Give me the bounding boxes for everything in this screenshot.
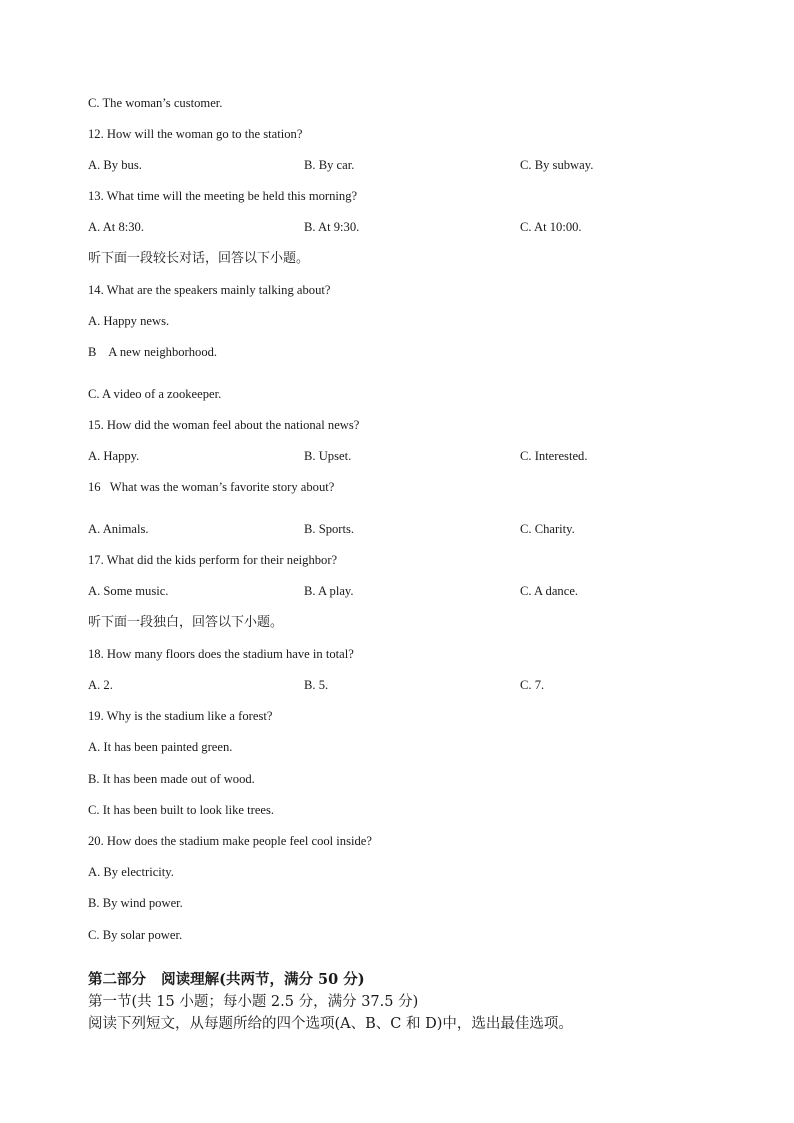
q17-option-b: B. A play. — [304, 584, 354, 598]
q16-option-b: B. Sports. — [304, 522, 355, 536]
part2-instruction: 阅读下列短文，从每题所给的四个选项(A、B、C 和 D)中，选出最佳选项。 — [88, 1016, 573, 1032]
q19-option-c: C. It has been built to look like trees. — [88, 803, 275, 817]
q18-option-c: C. 7. — [520, 678, 545, 692]
q18-option-a: A. 2. — [88, 678, 113, 692]
q18-question: 18. How many floors does the stadium have in total? — [88, 647, 354, 661]
q14-option-c: C. A video of a zookeeper. — [88, 387, 222, 401]
part2-title: 第二部分 阅读理解(共两节，满分 50 分) — [88, 971, 365, 988]
q12-option-c: C. By subway. — [520, 158, 594, 172]
instruction-monologue: 听下面一段独白，回答以下小题。 — [88, 615, 284, 630]
q13-question: 13. What time will the meeting be held this morning? — [88, 189, 358, 203]
q20-question: 20. How does the stadium make people feel cool inside? — [88, 834, 372, 848]
q15-option-a: A. Happy. — [88, 449, 140, 463]
q14-question: 14. What are the speakers mainly talking about? — [88, 283, 331, 297]
q11-option-c: C. The woman’s customer. — [88, 96, 223, 110]
q15-option-c: C. Interested. — [520, 449, 588, 463]
q20-option-a: A. By electricity. — [88, 865, 174, 879]
q14-option-b: B A new neighborhood. — [88, 345, 218, 359]
q13-option-b: B. At 9:30. — [304, 220, 360, 234]
q13-option-c: C. At 10:00. — [520, 220, 582, 234]
q14-option-a: A. Happy news. — [88, 314, 170, 328]
q20-option-c: C. By solar power. — [88, 928, 183, 942]
q19-question: 19. Why is the stadium like a forest? — [88, 709, 273, 723]
q12-option-a: A. By bus. — [88, 158, 142, 172]
q19-option-a: A. It has been painted green. — [88, 740, 233, 754]
q18-option-b: B. 5. — [304, 678, 329, 692]
q15-option-b: B. Upset. — [304, 449, 352, 463]
instruction-dialogue: 听下面一段较长对话，回答以下小题。 — [88, 251, 310, 266]
q12-question: 12. How will the woman go to the station? — [88, 127, 303, 141]
q16-option-c: C. Charity. — [520, 522, 575, 536]
q16-question: 16 What was the woman’s favorite story about? — [88, 480, 335, 494]
part2-section1: 第一节(共 15 小题；每小题 2.5 分，满分 37.5 分) — [88, 994, 419, 1010]
q20-option-b: B. By wind power. — [88, 896, 183, 910]
q12-option-b: B. By car. — [304, 158, 355, 172]
q17-option-c: C. A dance. — [520, 584, 579, 598]
q16-option-a: A. Animals. — [88, 522, 149, 536]
q17-option-a: A. Some music. — [88, 584, 169, 598]
q17-question: 17. What did the kids perform for their neighbor? — [88, 553, 338, 567]
q19-option-b: B. It has been made out of wood. — [88, 772, 255, 786]
q13-option-a: A. At 8:30. — [88, 220, 144, 234]
q15-question: 15. How did the woman feel about the national news? — [88, 418, 360, 432]
